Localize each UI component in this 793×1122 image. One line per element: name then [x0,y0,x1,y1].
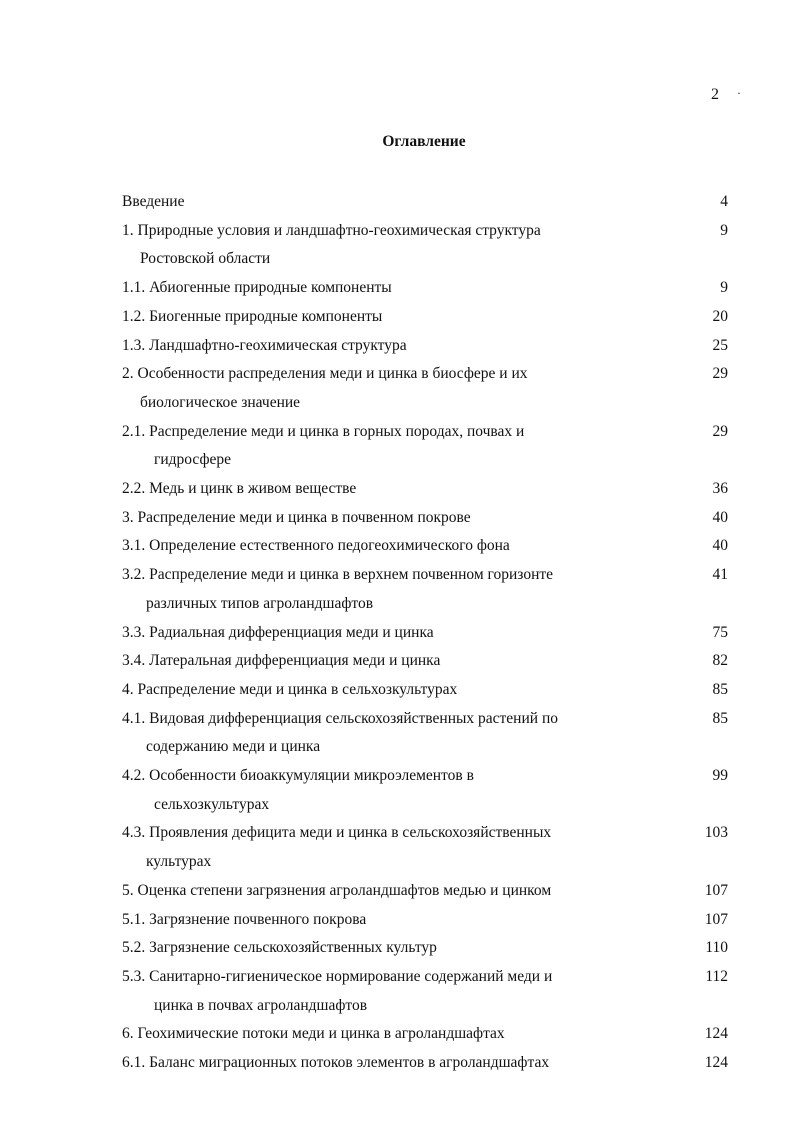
toc-entry-page: 82 [712,652,728,670]
page-mark: · [737,86,741,100]
toc-entry-page: 29 [712,365,728,383]
toc-entry-page: 112 [705,967,728,985]
toc-entry-title: 3.1. Определение естественного педогеохимического фона [122,537,510,555]
toc-entry-title: 3.4. Латеральная дифференциация меди и цинка [122,652,441,670]
toc-entry-page: 124 [704,1054,728,1071]
toc-entry-title: 3. Распределение меди и цинка в почвенном покрове [122,508,471,526]
toc-entry-title: 2. Особенности распределения меди и цинка в биосфере и их [122,365,528,383]
toc-entry-title-continuation: различных типов агроландшафтов [146,594,374,612]
toc-entry-page: 124 [704,1025,728,1043]
toc-entry-page: 75 [712,623,728,641]
toc-entry-title-continuation: содержанию меди и цинка [146,738,321,756]
toc-entry-title: 1.1. Абиогенные природные компоненты [122,279,392,297]
toc-entry-title: 4.1. Видовая дифференциация сельскохозяйственных растений по [122,709,558,727]
toc-entry-page: 85 [712,709,728,727]
toc-entry-title-continuation: цинка в почвах агроландшафтов [154,996,368,1014]
toc-entry-title: 1. Природные условия и ландшафтно-геохимическая структура [122,221,541,239]
page-number: 2 [711,86,719,103]
toc-entry-title-continuation: культурах [146,853,212,871]
toc-entry-title: 6.1. Баланс миграционных потоков элементов в агроландшафтах [122,1054,550,1071]
toc-entry-page: 41 [712,566,728,584]
toc-entry-page: 99 [712,767,728,784]
toc-entry-title: 4.2. Особенности биоаккумуляции микроэлементов в [122,767,474,784]
toc-entry-page: 9 [720,279,728,297]
toc-entry-page: 36 [712,480,728,497]
toc-entry-title: 5. Оценка степени загрязнения агроландшафтов медью и цинком [122,881,552,899]
toc-entry-title: 1.2. Биогенные природные компоненты [122,307,383,325]
toc-entry-page: 4 [720,193,728,210]
toc-entry-page: 110 [705,939,728,957]
toc-entry-title: 1.3. Ландшафтно-геохимическая структура [122,336,407,354]
toc-entry-page: 40 [712,537,728,555]
toc-entry-page: 25 [712,336,728,354]
toc-entry-page: 103 [704,824,728,842]
toc-entry-title: 5.3. Санитарно-гигиеническое нормирование содержаний меди и [122,967,553,985]
toc-entry-title: 5.2. Загрязнение сельскохозяйственных культур [122,939,437,957]
toc-entry-title-continuation: сельхозкультурах [154,795,270,813]
toc-entry-title: 2.1. Распределение меди и цинка в горных породах, почвах и [122,422,525,440]
toc-entry-page: 107 [704,881,728,899]
toc-title: Оглавление [382,133,466,150]
toc-entry-page: 40 [712,508,728,526]
toc-entry-title: 6. Геохимические потоки меди и цинка в агроландшафтах [122,1025,505,1043]
toc-entry-title-continuation: Ростовской области [140,250,271,268]
toc-entry-page: 29 [712,422,728,440]
toc-entry-title: 3.3. Радиальная дифференциация меди и цинка [122,623,434,641]
toc-entry-title-continuation: гидросфере [154,451,232,469]
toc-entry-title: 4.3. Проявления дефицита меди и цинка в сельскохозяйственных [122,824,552,842]
toc-entry-title: Введение [122,193,185,210]
toc-entry-title: 5.1. Загрязнение почвенного покрова [122,910,367,928]
toc-entry-title: 4. Распределение меди и цинка в сельхозкультурах [122,680,458,698]
toc-entry-page: 85 [712,680,728,698]
toc-entry-title: 2.2. Медь и цинк в живом веществе [122,480,357,497]
toc-entry-page: 9 [720,221,728,239]
toc-entry-page: 107 [704,910,728,928]
toc-entry-page: 20 [712,307,728,325]
toc-entry-title-continuation: биологическое значение [140,393,301,411]
toc-entry-title: 3.2. Распределение меди и цинка в верхнем почвенном горизонте [122,566,554,584]
